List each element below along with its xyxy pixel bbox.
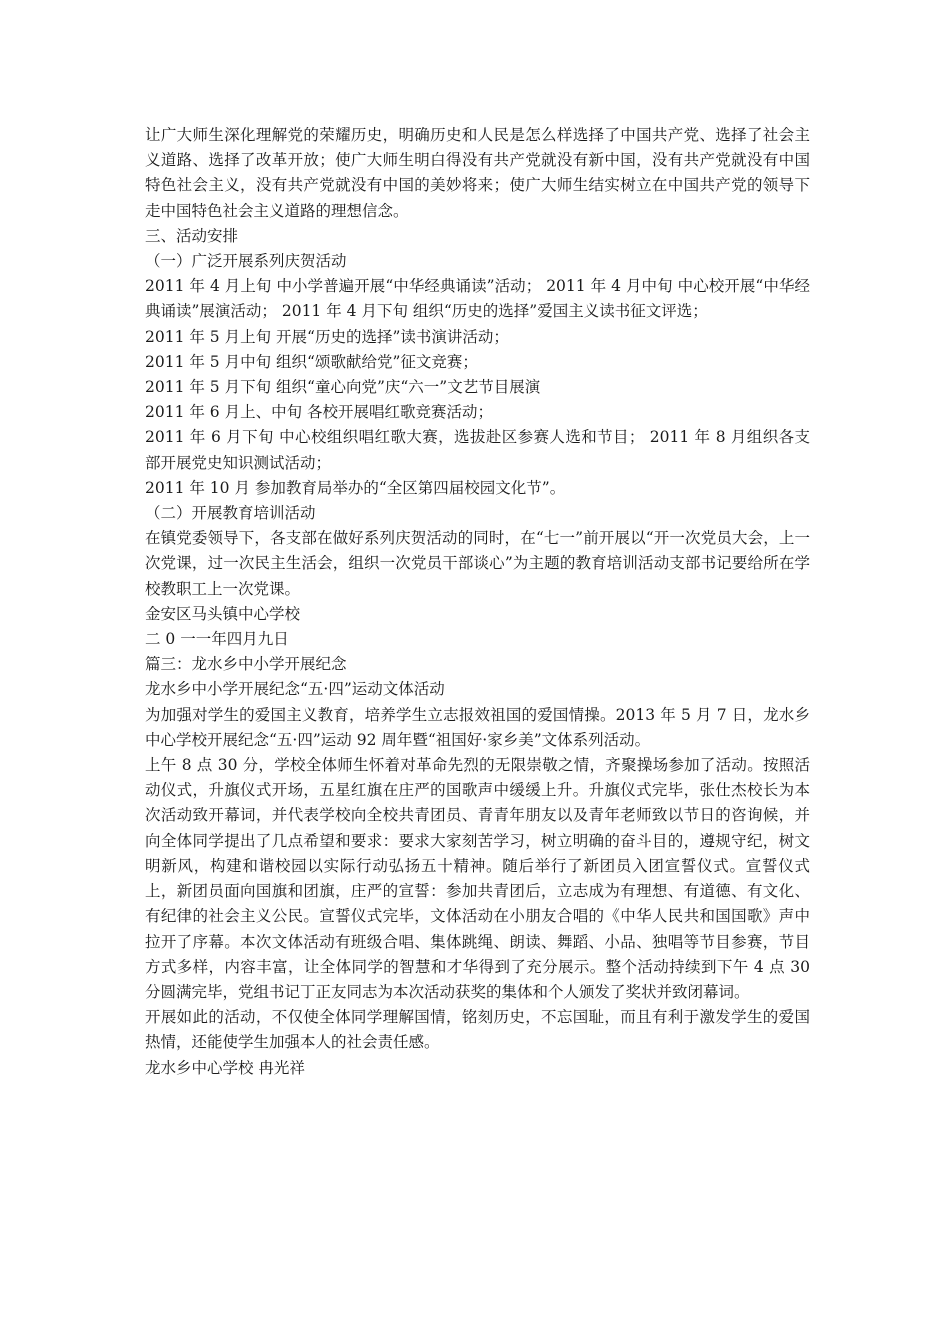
paragraph-training: 在镇党委领导下，各支部在做好系列庆贺活动的同时，在“七一”前开展以“开一次党员大会，上一次党课，过一次民主生活会，组织一次党员干部谈心”为主题的教育培训活动支部书记要给所在学校教职工上一次党课。: [145, 529, 810, 598]
article-title: 龙水乡中小学开展纪念“五·四”运动文体活动: [145, 680, 445, 699]
schedule-item-may-early: 2011 年 5 月上旬 开展“历史的选择”读书演讲活动；: [145, 327, 509, 346]
paragraph-intro: 让广大师生深化理解党的荣耀历史，明确历史和人民是怎么样选择了中国共产党、选择了社会主义道路、选择了改革开放；使广大师生明白得没有共产党就没有新中国，没有共产党就没有中国特色社会主义，没有共产党就没有中国的美妙将来；使广大师生结实树立在中国共产党的领导下走中国特色社会主义道路的理想信念。: [145, 126, 810, 220]
subsection-heading-training: （二）开展教育培训活动: [145, 504, 316, 523]
paragraph-article-conclusion: 开展如此的活动，不仅使全体同学理解国情，铭刻历史，不忘国耻，而且有利于激发学生的爱国热情，还能使学生加强本人的社会责任感。: [145, 1008, 810, 1052]
schedule-item-april: 2011 年 4 月上旬 中小学普遍开展“中华经典诵读”活动； 2011 年 4 月中旬 中心校开展“中华经典诵读”展演活动； 2011 年 4 月下旬 组织“历史的选择”爱国主义读书征文评选；: [145, 277, 810, 321]
signature-school: 金安区马头镇中心学校: [145, 604, 301, 623]
signature-date: 二 0 一一年四月九日: [145, 630, 289, 649]
paragraph-article-body: 上午 8 点 30 分，学校全体师生怀着对革命先烈的无限崇敬之情，齐聚操场参加了活动。按照活动仪式，升旗仪式开场，五星红旗在庄严的国歌声中缓缓上升。升旗仪式完毕，张仕杰校长为本次活动致开幕词，并代表学校向全校共青团员、青青年朋友以及青年老师致以节日的咨询候，并向全体同学提出了几点希望和要求：要求大家刻苦学习，树立明确的奋斗目的，遵规守纪，树文明新风，构建和谐校园以实际行动弘扬五十精神。随后举行了新团员入团宣誓仪式。宣誓仪式上，新团员面向国旗和团旗，庄严的宣誓：参加共青团后，立志成为有理想、有道德、有文化、有纪律的社会主义公民。宣誓仪式完毕，文体活动在小朋友合唱的《中华人民共和国国歌》声中拉开了序幕。本次文体活动有班级合唱、集体跳绳、朗读、舞蹈、小品、独唱等节目参赛，节目方式多样，内容丰富，让全体同学的智慧和才华得到了充分展示。整个活动持续到下午 4 点 30 分圆满完毕，党组书记丁正友同志为本次活动获奖的集体和个人颁发了奖状并致闭幕词。: [145, 756, 810, 1001]
subsection-heading-celebrations: （一）广泛开展系列庆贺活动: [145, 252, 347, 271]
schedule-item-may-mid: 2011 年 5 月中旬 组织“颂歌献给党”征文竞赛；: [145, 352, 478, 371]
document-body: [145, 123, 810, 1081]
section-heading-activity-plan: 三、活动安排: [145, 226, 239, 245]
schedule-item-june-late: 2011 年 6 月下旬 中心校组织唱红歌大赛，选拔赴区参赛人选和节目； 2011 年 8 月组织各支部开展党史知识测试活动；: [145, 428, 810, 472]
schedule-item-october: 2011 年 10 月 参加教育局举办的“全区第四届校园文化节”。: [145, 478, 566, 497]
article-signature: 龙水乡中心学校 冉光祥: [145, 1058, 305, 1077]
schedule-item-june-early: 2011 年 6 月上、中旬 各校开展唱红歌竞赛活动；: [145, 403, 494, 422]
paragraph-article-intro: 为加强对学生的爱国主义教育，培养学生立志报效祖国的爱国情操。2013 年 5 月 7 日，龙水乡中心学校开展纪念“五·四”运动 92 周年暨“祖国好·家乡美”文体系列活动。: [145, 705, 810, 749]
schedule-item-may-late: 2011 年 5 月下旬 组织“童心向党”庆“六一”文艺节目展演: [145, 378, 541, 397]
article-heading: 篇三：龙水乡中小学开展纪念: [145, 655, 347, 674]
